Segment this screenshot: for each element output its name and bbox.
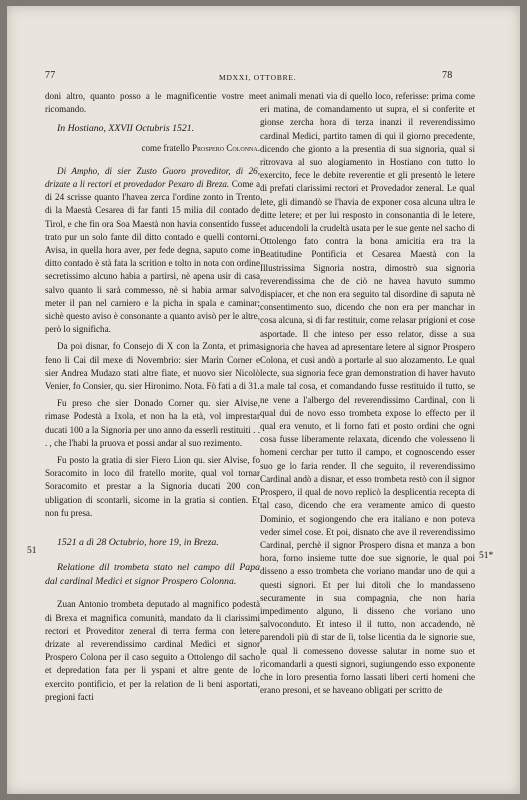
signature-name: Prospero Colonna. — [191, 142, 260, 153]
book-page — [7, 6, 520, 794]
signature-prefix: come fratello — [141, 142, 190, 153]
paragraph-corner: Fu preso che sier Donado Corner qu. sier Alvise, rimase Podestà a Ixola, et non ha la età, vol imprestar ducati 100 a la Signoria per uno anno da esserli restituiti . . . , che l'habi la pruova et possi andar al suo rezimento. — [45, 398, 260, 448]
paragraph-ampho — [45, 165, 260, 337]
dateline-breza: 1521 a dì 28 Octubrio, hore 19, in Breza. — [57, 537, 219, 549]
margin-number-left: 51 — [27, 546, 37, 556]
paragraph-opening: doni altro, quanto posso a le magnificentie vostre me ricomando. — [45, 91, 260, 115]
relatione-title: Relatione dil trombeta stato nel campo dil Papa dal cardinal Medici et signor Prospero Colonna. — [45, 562, 260, 587]
margin-number-right: 51* — [479, 551, 494, 561]
dateline-hostiano: In Hostiano, XXVII Octubris 1521. — [57, 123, 195, 135]
running-header: MDXXI, OTTOBRE. — [219, 73, 297, 82]
paragraph-consejo: Da poi disnar, fo Consejo di X con la Zonta, et prima feno li Cai dil mexe di Novembrio: sier Marin Corner e sier Andrea Mudazo stati altre fiate, et nuovo sier Nicolò Venier, fo Consier, qu. sier Hironimo. Nota. Fò fati a di 31. — [45, 341, 260, 392]
paragraph-relation-continued: et animali menati via di quello loco, referisse: prima come eri matina, de comandamento ut supra, el si conferite et gionse zercha hora di terza inanzi il reverendissimo cardinal Medici, partito tamen di qui il giorno precedente, dicendo che gionto a la presentia di sua signoria, qual si ritrovava al suo alogiamento in Hostiano con tutto lo exercito, fece le debite reverentie et gli presentò le letere di prefati clarissimi rectori et Provedador zeneral. Le qual lete, gli dimandò se l'havia de exponer cosa alcuna ultra le ditte letere; et per lui resposto in consonantia di le letere, et aducendoli la crudeltà usata per le sue gente nel sacho di Ottolengo fato contra la bona amicitia era tra la Beatitudine Pontificia et Cesarea Maestà con la Illustrissima Signoria nostra, dimostrò sua signoria reverendissima che de ciò ne havea havuto summo dispiacer, et che non era seguito tal disordine di saputa nè consentimento suo, dicendo che non era per manchar in cosa alcuna, sì di far restituir, come relasar prigioni et cose asportade. Il che inteso per esso relator, disse a sua signoria che havea ad apresentare letere al signor Prospero Colona, et cusì andò a portarle al suo alozamento. Le qual lecte, sua signoria fece gran demonstration di haver havuto a male tal cosa, et comandando fusse restituido il tutto, se ne vene a l'albergo del reverendissimo Cardinal, con li qual dui de novo esso trombeta expose lo effecto per il qual era venuto, et li forno fati et posto ordini che ogni cosa fusse liberamente relaxata, dicendo che volesseno li homeni cerchar per tutto il campo, et cognoscendo esser suo ge lo faria render. Il che seguito, il reverendissimo Cardinal andò a disnar, et esso trombeta restò con il signor Prospero, il qual de novo replicò la desplicentia recepta di tal caso, dicendo che era veramente amico di questo Dominio, et sogiongendo che era italiano e non poteva veder simel cose. Et poi, disnato che ave il reverendissimo Cardinal, perchè il signor Prospero disna et manza a bon hora, forno insieme tutte doe sue signorie, le qual poi disseno a esso trombeta che voriano mandar uno de qui a questi signori. Et per lui ditoli che lo mandasseno securamente in sua compagnia, che non haria impedimento alguno, li disseno che voriano uno salvoconduto. Et inteso il il tutto, non accadendo, nè parendoli più di star de lì, tolse licentia da le signorie sue, le qual li comesseno dovesse salutar in nome suo et ricomandarli a questi signori, sugiungendo esso exponente che in loro presentia forno lassati liberi certi homeni che erano presoni, et se haveano obligati per scritto de — [260, 91, 475, 696]
paragraph-lion: Fu posto la gratia di sier Fiero Lion qu. sier Alvise, fo Soracomito in loco dil fratello morite, qual vol tornar Soracomito et prestar a la Signoria ducati 200 con ubligation di scontarli, sicome in la gratia si contien. Et non fu presa. — [45, 455, 260, 518]
ampho-title: Di Ampho, di sier Zusto Guoro proveditor, di 26, drizate a li rectori et provedador Pexaro di Breza. — [45, 165, 260, 190]
right-column — [260, 90, 475, 697]
ampho-body: Come a di 24 scrisse quanto l'havea zerca l'ordine zonto in Trento di la Maestà Cesarea di far fanti 15 milia dil contado de Tirol, e che fin ora Soa Maestà non havia consentido fusse trato pur un solo fante dil ditto contado e quelli contorni. Avisa, in quella hora aver, per fede degna, saputo come in ditto contado è stà fata la scrition e tolto in nota con ordine secretissimo alcuno habia a partirsi, nè apena usir di casa salvo quanto li sarà commesso, nè si habia armar salvo meter il pan nel carniero e la picha in spala e caminar; sichè questo aviso è consonante a quanto avisò per le altre, però lo significha. — [45, 179, 260, 335]
page-number-right: 78 — [442, 70, 453, 81]
left-column — [45, 90, 260, 704]
paragraph-trombeta: Zuan Antonio trombeta deputado al magnifico podestà di Brexa et magnifica comunità, mandato da li clarissimi rectori et Proveditor zeneral di terra ferma con letere drizate al reverendissimo cardinal Medici et signor Prospero Colona per il caso seguito a Ottolengo dil sacho et depredation fata per li yspani et altre gente de lo exercito pontificio, et per la relation de li beni asportati, pregioni facti — [45, 599, 260, 702]
signature — [45, 142, 260, 155]
page-number-left: 77 — [45, 70, 56, 81]
